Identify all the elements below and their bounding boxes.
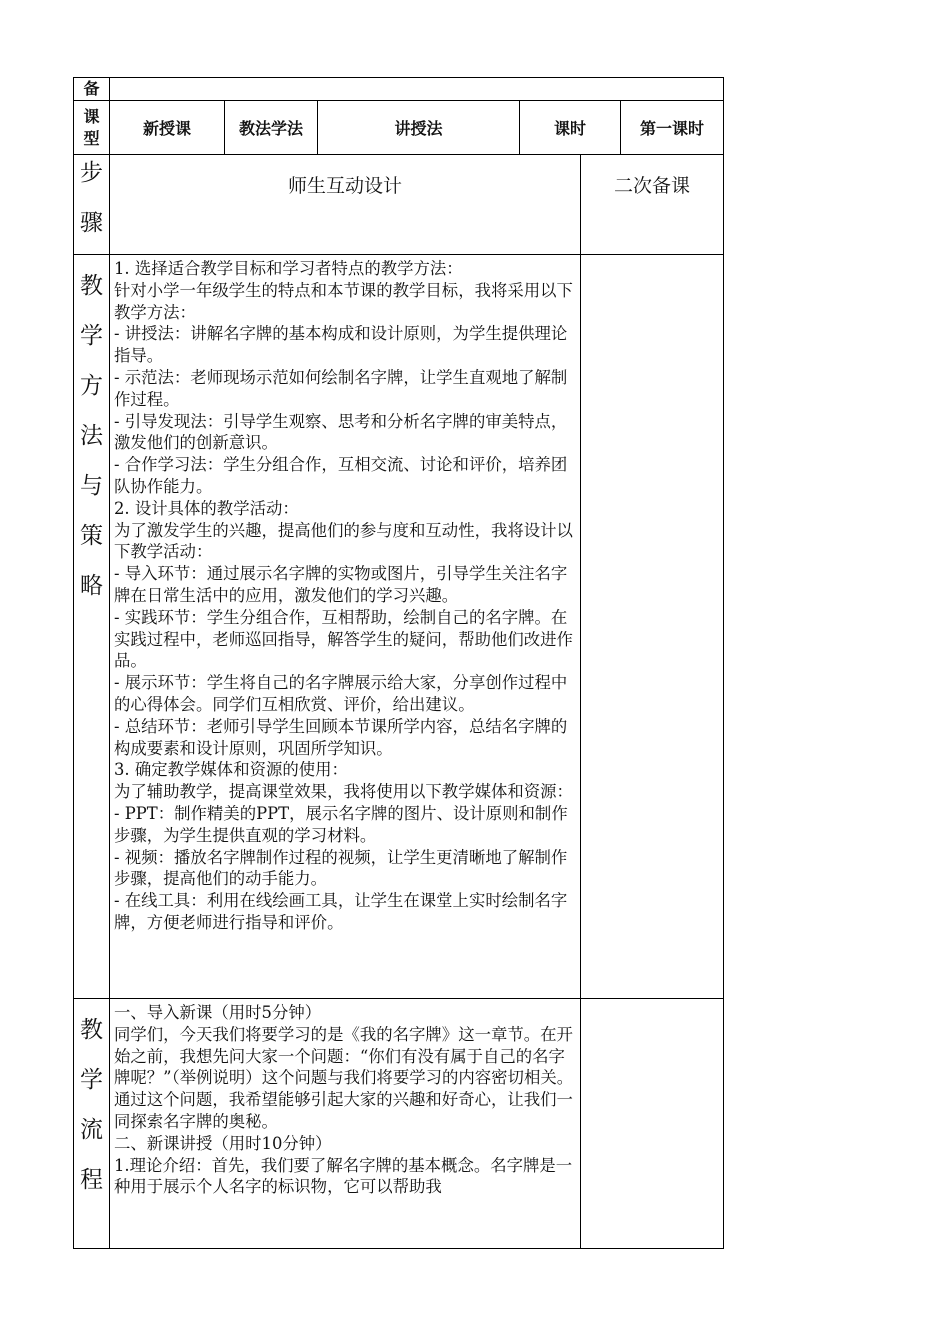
prep-row [74, 78, 724, 101]
flow-content: 一、导入新课（用时5分钟） 同学们，今天我们将要学习的是《我的名字牌》这一章节。在开始之前，我想先问大家一个问题：“你们有没有属于自己的名字牌呢？”（举例说明）这个问题与我们将要学习的内容密切相关。通过这个问题，我希望能够引起大家的兴趣和好奇心，让我们一同探索名字牌的奥秘。 二、新课讲授（用时10分钟） 1.理论介绍：首先，我们要了解名字牌的基本概念。名字牌是一种用于展示个人名字的标识物，它可以帮助我 [110, 999, 581, 1249]
methods-side-label: 教 学 方 法 与 策 略 [74, 255, 110, 999]
prep-value-cell [110, 78, 724, 101]
lesson-type-value: 新授课 [110, 101, 225, 155]
prep-label: 备 [74, 78, 110, 101]
flow-row [74, 999, 724, 1249]
methods-second-prep-cell [581, 255, 724, 999]
period-label: 课时 [520, 101, 621, 155]
method-label: 教法学法 [225, 101, 318, 155]
method-value: 讲授法 [318, 101, 520, 155]
steps-side-label: 步 骤 [74, 155, 110, 255]
steps-row [74, 155, 724, 255]
design-title: 师生互动设计 [110, 155, 581, 255]
lesson-plan-table [73, 77, 724, 1249]
flow-side-label: 教 学 流 程 [74, 999, 110, 1249]
flow-second-prep-cell [581, 999, 724, 1249]
lesson-type-label: 课 型 [74, 101, 110, 155]
methods-row [74, 255, 724, 999]
second-prep-title: 二次备课 [581, 155, 724, 255]
period-value: 第一课时 [621, 101, 724, 155]
lesson-type-row [74, 101, 724, 155]
methods-content: 1. 选择适合教学目标和学习者特点的教学方法： 针对小学一年级学生的特点和本节课的教学目标，我将采用以下教学方法： - 讲授法：讲解名字牌的基本构成和设计原则，为学生提供理论指导。 - 示范法：老师现场示范如何绘制名字牌，让学生直观地了解制作过程。 - 引导发现法：引导学生观察、思考和分析名字牌的审美特点，激发他们的创新意识。 - 合作学习法：学生分组合作，互相交流、讨论和评价，培养团队协作能力。 2. 设计具体的教学活动： 为了激发学生的兴趣，提高他们的参与度和互动性，我将设计以下教学活动： - 导入环节：通过展示名字牌的实物或图片，引导学生关注名字牌在日常生活中的应用，激发他们的学习兴趣。 - 实践环节：学生分组合作，互相帮助，绘制自己的名字牌。在实践过程中，老师巡回指导，解答学生的疑问，帮助他们改进作品。 - 展示环节：学生将自己的名字牌展示给大家，分享创作过程中的心得体会。同学们互相欣赏、评价，给出建议。 - 总结环节：老师引导学生回顾本节课所学内容，总结名字牌的构成要素和设计原则，巩固所学知识。 3. 确定教学媒体和资源的使用： 为了辅助教学，提高课堂效果，我将使用以下教学媒体和资源： - PPT：制作精美的PPT，展示名字牌的图片、设计原则和制作步骤，为学生提供直观的学习材料。 - 视频：播放名字牌制作过程的视频，让学生更清晰地了解制作步骤，提高他们的动手能力。 - 在线工具：利用在线绘画工具，让学生在课堂上实时绘制名字牌，方便老师进行指导和评价。 [110, 255, 581, 999]
